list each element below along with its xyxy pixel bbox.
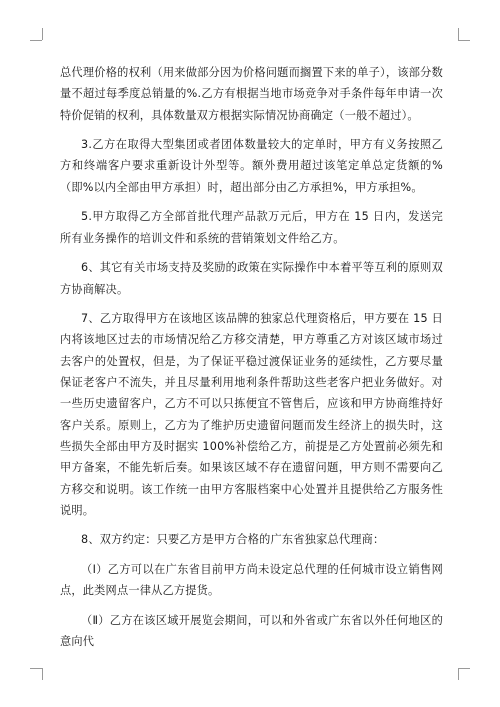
crop-mark-top-right-h — [458, 40, 470, 41]
paragraph: 3.乙方在取得大型集团或者团体数量较大的定单时，甲方有义务按照乙方和终端客户要求重新设计外型等。额外费用超过该笔定单总定货额的%（即%以内全部由甲方承担）时，超出部分由乙方承担%，甲方承担%。 — [60, 138, 443, 194]
paragraph: （Ⅰ）乙方可以在广东省目前甲方尚未设定总代理的任何城市设立销售网点，此类网点一律从乙方提货。 — [60, 563, 443, 598]
crop-mark-top-left-v — [42, 28, 43, 40]
paragraph: 8、双方约定：只要乙方是甲方合格的广东省独家总代理商： — [81, 533, 385, 547]
crop-mark-top-left-h — [30, 40, 42, 41]
crop-mark-top-right-v — [458, 28, 459, 40]
paragraph: 6、其它有关市场支持及奖励的政策在实际操作中本着平等互利的原则双方协商解决。 — [60, 261, 443, 296]
crop-mark-bottom-left-v — [42, 668, 43, 680]
paragraph: 5.甲方取得乙方全部首批代理产品款万元后，甲方在 15 日内，发送完所有业务操作的培训文件和系统的营销策划文件给乙方。 — [60, 210, 443, 245]
body-text — [60, 62, 443, 661]
crop-mark-bottom-right-h — [458, 668, 470, 669]
paragraph: 总代理价格的权利（用来做部分因为价格问题而搁置下来的单子），该部分数量不超过每季度总销量的%.乙方有根据当地市场竞争对手条件每年申请一次特价促销的权利，具体数量双方根据实际情况协商确定（一般不超过）。 — [60, 66, 443, 122]
paragraph: （Ⅱ）乙方在该区域开展览会期间，可以和外省或广东省以外任何地区的意向代 — [60, 613, 443, 649]
paragraph: 7、乙方取得甲方在该地区该品牌的独家总代理资格后，甲方要在 15 日内将该地区过去的市场情况给乙方移交清楚，甲方尊重乙方对该区域市场过去客户的处置权，但是，为了保证平稳过渡保证业务的延续性，乙方要尽量保证老客户不流失，并且尽量利用地利条件帮助这些老客户把业务做好。对一些历史遗留客户，乙方不可以只拣便宜不管售后，应该和甲方协商维持好客户关系。原则上，乙方为了维护历史遗留问题而发生经济上的损失时，这些损失全部由甲方及时据实 100%补偿给乙方，前提是乙方处置前必须先和甲方备案，不能先斩后奏。如果该区域不存在遗留问题，甲方则不需要向乙方移交和说明。该工作统一由甲方客服档案中心处置并且提供给乙方服务性说明。 — [60, 312, 443, 517]
crop-mark-bottom-right-v — [458, 668, 459, 680]
crop-mark-bottom-left-h — [30, 668, 42, 669]
